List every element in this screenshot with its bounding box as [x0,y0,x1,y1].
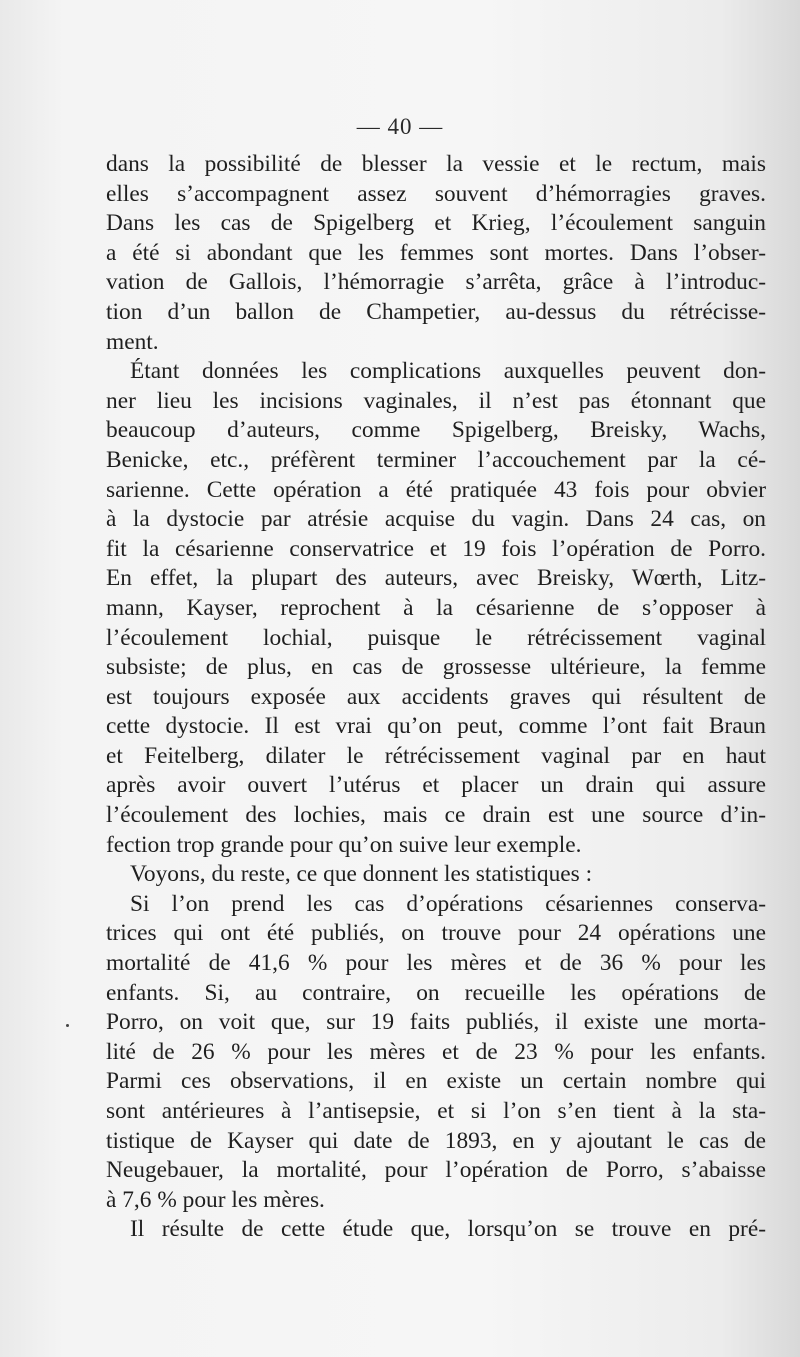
text-line: enfants. Si, au contraire, on recueille les opérations de [106,979,766,1006]
text-line: et Feitelberg, dilater le rétrécissement vaginal par en haut [106,742,766,769]
text-line: l’écoulement des lochies, mais ce drain est une source d’in- [106,802,766,829]
text-line: fection trop grande pour qu’on suive leur exemple. [106,831,582,858]
text-line: elles s’accompagnent assez souvent d’hémorragies graves. [106,180,766,207]
text-line: tion d’un ballon de Champetier, au-dessus du rétrécisse- [106,298,766,325]
text-line: Benicke, etc., préfèrent terminer l’accouchement par la cé- [106,446,766,473]
text-line: mann, Kayser, reprochent à la césarienne de s’opposer à [106,594,766,621]
text-line: ner lieu les incisions vaginales, il n’est pas étonnant que [106,387,766,414]
text-line: cette dystocie. Il est vrai qu’on peut, comme l’ont fait Braun [106,713,766,740]
text-line: sarienne. Cette opération a été pratiquée 43 fois pour obvier [106,476,766,503]
text-line: l’écoulement lochial, puisque le rétrécissement vaginal [106,624,766,651]
text-line: fit la césarienne conservatrice et 19 fois l’opération de Porro. [106,535,766,562]
text-line: ment. [106,328,159,355]
text-line: subsiste; de plus, en cas de grossesse ultérieure, la femme [106,654,766,681]
text-line: à 7,6 % pour les mères. [106,1186,325,1213]
text-line: lité de 26 % pour les mères et de 23 % pour les enfants. [106,1038,766,1065]
text-line: Il résulte de cette étude que, lorsqu’on se trouve en pré- [130,1216,766,1243]
text-line: beaucoup d’auteurs, comme Spigelberg, Breisky, Wachs, [106,417,766,444]
text-line: tistique de Kayser qui date de 1893, en y ajoutant le cas de [106,1127,766,1154]
text-line: vation de Gallois, l’hémorragie s’arrêta, grâce à l’introduc- [106,269,766,296]
text-line: Voyons, du reste, ce que donnent les statistiques : [130,861,593,888]
text-line: Si l’on prend les cas d’opérations césariennes conserva- [130,890,766,917]
text-line: dans la possibilité de blesser la vessie et le rectum, mais [106,151,766,177]
text-line: sont antérieures à l’antisepsie, et si l’on s’en tient à la sta- [106,1098,766,1124]
text-line: trices qui ont été publiés, on trouve pour 24 opérations une [106,920,766,947]
text-line: à la dystocie par atrésie acquise du vagin. Dans 24 cas, on [106,506,766,533]
text-line: Neugebauer, la mortalité, pour l’opération de Porro, s’abaisse [106,1157,766,1184]
text-line: mortalité de 41,6 % pour les mères et de 36 % pour les [106,950,766,977]
text-line: a été si abondant que les femmes sont mortes. Dans l’obser- [106,239,766,266]
margin-speck [66,1024,69,1027]
page-number: — 40 — [356,114,444,139]
body-text [106,150,766,1245]
text-line: Parmi ces observations, il en existe un certain nombre qui [106,1068,766,1095]
text-line: est toujours exposée aux accidents graves qui résultent de [106,683,766,710]
text-line: après avoir ouvert l’utérus et placer un drain qui assure [106,772,766,799]
text-line: Dans les cas de Spigelberg et Krieg, l’écoulement sanguin [106,210,766,237]
text-line: Étant données les complications auxquelles peuvent don- [130,358,766,385]
text-line: En effet, la plupart des auteurs, avec Breisky, Wœrth, Litz- [106,565,766,592]
text-line: Porro, on voit que, sur 19 faits publiés, il existe une morta- [106,1009,766,1036]
